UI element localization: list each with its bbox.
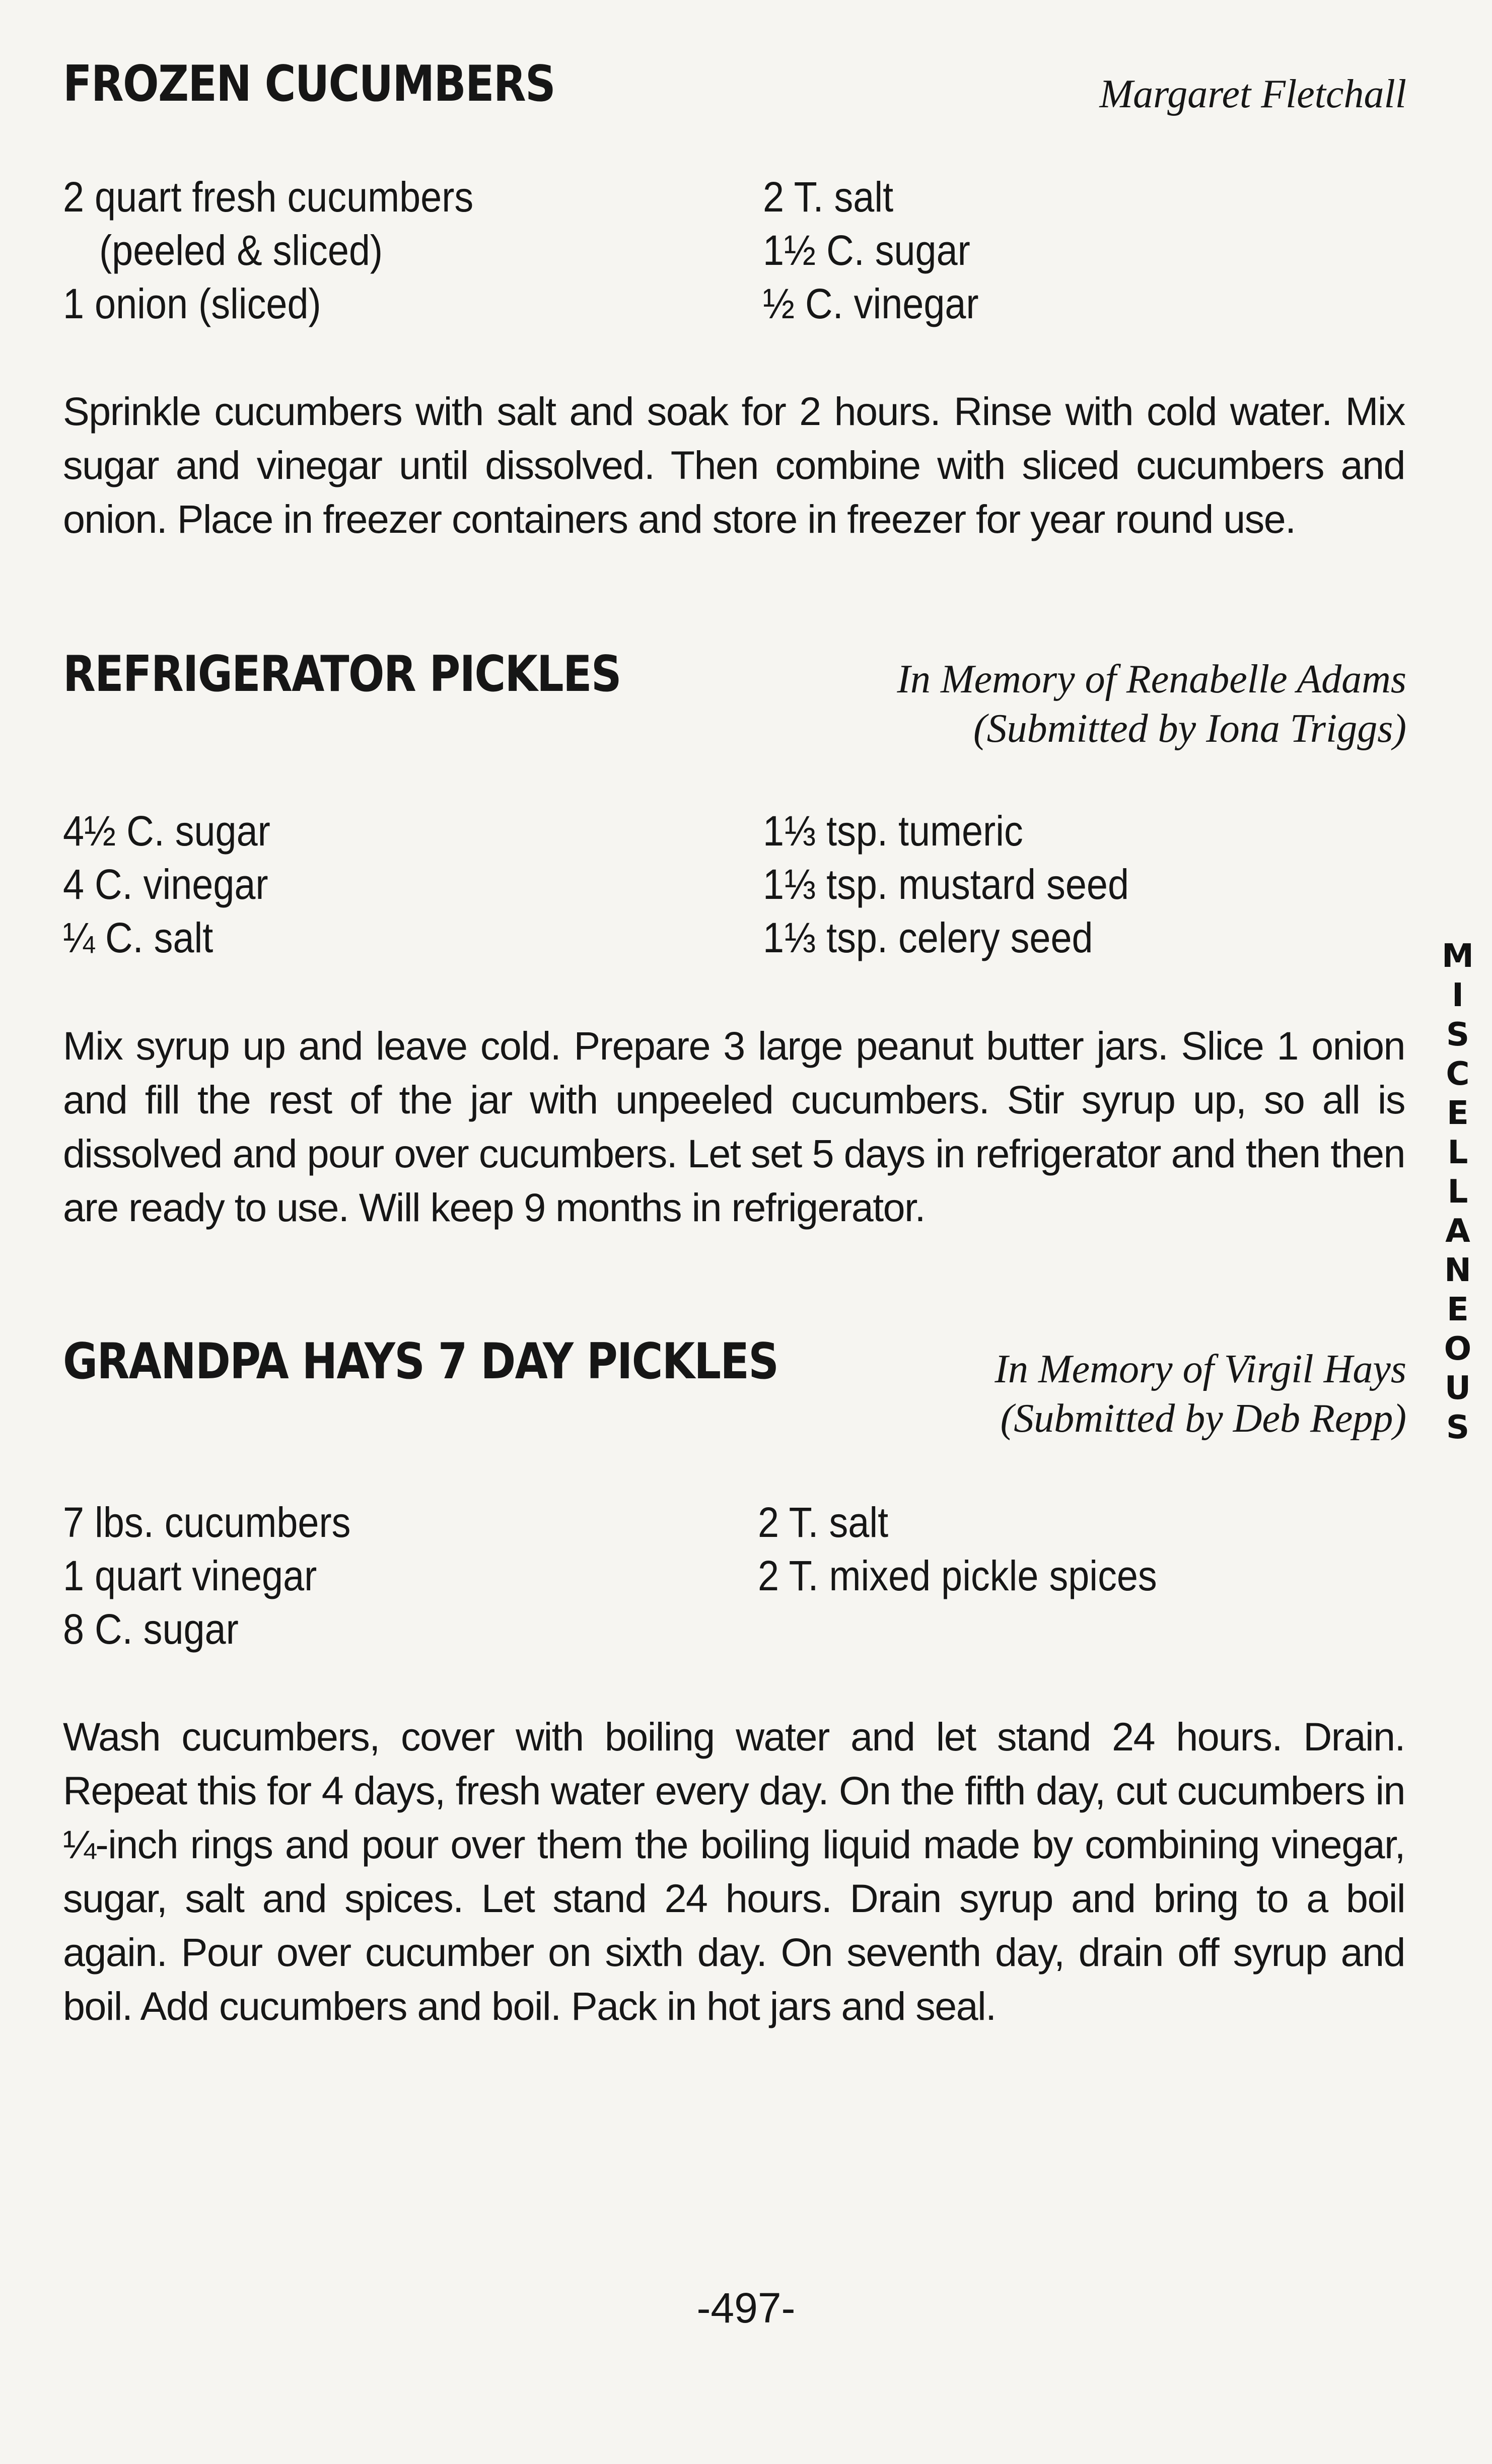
tab-letter: L (1447, 1134, 1468, 1171)
ingredient: 2 quart fresh cucumbers (63, 173, 474, 221)
recipe-title-grandpa-hays-pickles: GRANDPA HAYS 7 DAY PICKLES (63, 1333, 778, 1390)
ingredient: 1⅓ tsp. mustard seed (763, 861, 1129, 908)
tab-letter: I (1452, 977, 1464, 1014)
tab-letter: E (1447, 1291, 1469, 1328)
credit-line: (Submitted by Iona Triggs) (973, 707, 1406, 751)
ingredient: 2 T. mixed pickle spices (758, 1552, 1157, 1599)
tab-letter: M (1442, 938, 1474, 975)
tab-letter: E (1447, 1095, 1469, 1132)
ingredients-left (63, 1496, 383, 1656)
page-number: -497- (696, 2284, 796, 2332)
recipe-directions: Wash cucumbers, cover with boiling water and let stand 24 hours. Drain. Repeat this for 4 days, fresh water every day. On the fifth day, cut cucumbers in ¼-inch rings and pour over them the boiling liquid made by combining vinegar, sugar, salt and spices. Let stand 24 hours. Drain syrup and bring to a boil again. Pour over cucumber on sixth day. On seventh day, drain off syrup and boil. Add cucumbers and boil. Pack in hot jars and seal. (63, 1714, 1405, 2028)
tab-letter: L (1447, 1173, 1468, 1211)
recipe-credit (1100, 69, 1407, 119)
recipe-title-frozen-cucumbers: FROZEN CUCUMBERS (63, 55, 555, 113)
recipe-title-refrigerator-pickles: REFRIGERATOR PICKLES (63, 646, 621, 703)
recipe-credit (994, 1345, 1406, 1443)
credit-line: (Submitted by Deb Repp) (1000, 1396, 1406, 1441)
credit-line: Margaret Fletchall (1099, 72, 1406, 116)
ingredients-right (758, 1496, 1201, 1602)
ingredient: 4½ C. sugar (63, 807, 270, 855)
tab-letter: N (1444, 1252, 1471, 1289)
ingredient: 1 onion (sliced) (63, 280, 321, 327)
ingredients-right (763, 804, 1170, 964)
recipe-credit (897, 655, 1406, 753)
ingredient: 7 lbs. cucumbers (63, 1499, 351, 1546)
ingredient: 8 C. sugar (63, 1605, 239, 1653)
credit-line: In Memory of Virgil Hays (994, 1347, 1406, 1391)
recipe-directions: Mix syrup up and leave cold. Prepare 3 large peanut butter jars. Slice 1 onion and fill the rest of the jar with unpeeled cucumbers. Stir syrup up, so all is dissolved and pour over cucumbers. Let set 5 days in refrigerator and then then are ready to use. Will keep 9 months in refrigerator. (63, 1023, 1405, 1230)
ingredient: 1½ C. sugar (763, 227, 970, 274)
ingredient: ½ C. vinegar (763, 280, 979, 327)
ingredient: 4 C. vinegar (63, 861, 268, 908)
tab-letter: U (1445, 1370, 1471, 1407)
tab-letter: S (1446, 1016, 1470, 1053)
credit-line: In Memory of Renabelle Adams (897, 657, 1406, 701)
ingredient: 1 quart vinegar (63, 1552, 317, 1599)
ingredient: (peeled & sliced) (99, 227, 383, 274)
tab-letter: O (1444, 1330, 1472, 1368)
tab-letter: C (1446, 1055, 1470, 1093)
ingredient: 2 T. salt (758, 1499, 889, 1546)
ingredients-right (763, 170, 1003, 330)
ingredients-left (63, 170, 519, 330)
tab-letter: A (1445, 1213, 1470, 1250)
ingredient: 2 T. salt (763, 173, 894, 221)
ingredient: 1⅓ tsp. celery seed (763, 914, 1093, 961)
recipe-directions: Sprinkle cucumbers with salt and soak for 2 hours. Rinse with cold water. Mix sugar and vinegar until dissolved. Then combine with sliced cucumbers and onion. Place in freezer containers and store in freezer for year round use. (63, 389, 1405, 541)
ingredient: 1⅓ tsp. tumeric (763, 807, 1023, 855)
section-tab-miscellaneous (1440, 937, 1475, 1447)
ingredient: ¼ C. salt (63, 914, 214, 961)
ingredients-left (63, 804, 294, 964)
tab-letter: S (1446, 1409, 1470, 1446)
